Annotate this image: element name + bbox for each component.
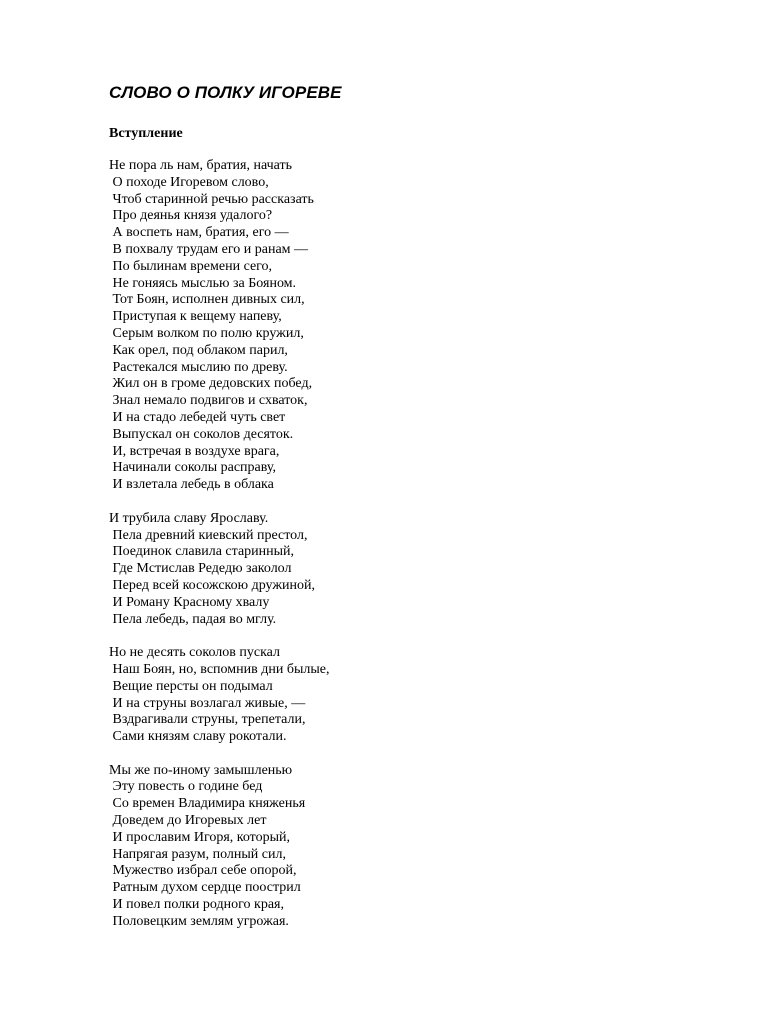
poem-line: Вздрагивали струны, трепетали, xyxy=(109,712,306,728)
poem-line: Тот Боян, исполнен дивных сил, xyxy=(109,292,305,308)
poem-line: И, встречая в воздухе врага, xyxy=(109,443,280,459)
poem-line: Мужество избрал себе опорой, xyxy=(109,863,297,879)
poem-line: И трубила славу Ярославу. xyxy=(109,510,269,526)
stanza-2 xyxy=(109,511,729,629)
poem-line: Напрягая разум, полный сил, xyxy=(109,846,286,862)
document-page xyxy=(109,82,729,947)
poem-line: И взлетала лебедь в облака xyxy=(109,477,274,493)
poem-line: Выпускал он соколов десяток. xyxy=(109,426,294,442)
poem-line: Эту повесть о године бед xyxy=(109,779,263,795)
poem-line: Про деянья князя удалого? xyxy=(109,208,273,224)
poem-line: Не гоняясь мыслью за Бояном. xyxy=(109,275,297,291)
poem-line: Не пора ль нам, братия, начать xyxy=(109,158,293,173)
poem-line: В похвалу трудам его и ранам — xyxy=(109,241,309,257)
poem-line: Растекался мыслию по древу. xyxy=(109,359,288,375)
poem-line: Половецким землям угрожая. xyxy=(109,913,289,929)
poem-line: Пела лебедь, падая во мглу. xyxy=(109,611,277,627)
poem-line: А воспеть нам, братия, его — xyxy=(109,225,289,241)
poem-line: Вещие персты он подымал xyxy=(109,678,273,694)
poem-line: И на струны возлагал живые, — xyxy=(109,695,306,711)
poem-line: Серым волком по полю кружил, xyxy=(109,325,304,341)
poem-line: И Роману Красному хвалу xyxy=(109,594,270,610)
poem-line: Наш Боян, но, вспомнив дни былые, xyxy=(109,661,330,677)
stanza-4 xyxy=(109,763,729,931)
stanza-3 xyxy=(109,645,729,746)
document-title: СЛОВО О ПОЛКУ ИГОРЕВЕ xyxy=(109,83,342,102)
poem-line: Мы же по-иному замышленью xyxy=(109,762,293,778)
poem-line: Приступая к вещему напеву, xyxy=(109,309,282,325)
poem-line: Начинали соколы расправу, xyxy=(109,460,276,476)
poem-line: И повел полки родного края, xyxy=(109,897,284,913)
poem-line: И на стадо лебедей чуть свет xyxy=(109,409,286,425)
poem-line: Перед всей косожскою дружиной, xyxy=(109,577,315,593)
poem-line: Поединок славила старинный, xyxy=(109,544,295,560)
poem-line: Где Мстислав Редедю заколол xyxy=(109,561,292,577)
poem-line: И прославим Игоря, который, xyxy=(109,829,291,845)
poem-line: О походе Игоревом слово, xyxy=(109,174,269,190)
stanza-1 xyxy=(109,158,729,494)
poem-line: Доведем до Игоревых лет xyxy=(109,813,267,829)
poem-line: Как орел, под облаком парил, xyxy=(109,342,288,358)
poem-line: Жил он в громе дедовских побед, xyxy=(109,376,313,392)
poem-line: Ратным духом сердце поострил xyxy=(109,880,301,896)
poem-line: Со времен Владимира княженья xyxy=(109,796,306,812)
poem-line: Знал немало подвигов и схваток, xyxy=(109,393,308,409)
poem-line: Сами князям славу рокотали. xyxy=(109,729,287,745)
poem-line: Но не десять соколов пускал xyxy=(109,645,280,661)
poem-line: По былинам времени сего, xyxy=(109,258,273,274)
poem-line: Пела древний киевский престол, xyxy=(109,527,308,543)
poem-line: Чтоб старинной речью рассказать xyxy=(109,191,314,207)
section-heading: Вступление xyxy=(109,126,183,141)
